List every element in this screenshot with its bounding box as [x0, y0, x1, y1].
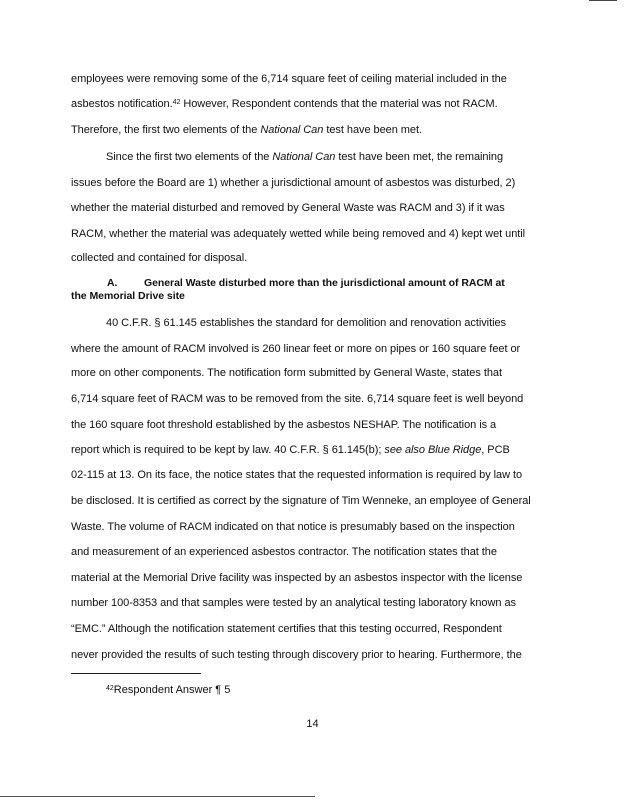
body-line	[71, 366, 502, 380]
line-text: 02-115 at 13. On its face, the notice states that the requested information is required by law to	[71, 469, 523, 481]
heading-text: the Memorial Drive site	[71, 290, 185, 302]
body-line	[106, 150, 503, 164]
body-line	[71, 227, 525, 241]
body-line	[71, 443, 510, 457]
line-text: “EMC.” Although the notification statement certifies that this testing occurred, Respondent	[71, 623, 502, 635]
footnote-number: 42	[106, 685, 114, 692]
line-text: RACM, whether the material was adequately wetted while being removed and 4) kept wet until	[71, 228, 526, 240]
line-text: number 100-8353 and that samples were tested by an analytical testing laboratory known as	[71, 597, 516, 609]
body-line	[71, 468, 522, 482]
body-line	[106, 316, 506, 330]
line-text: material at the Memorial Drive facility was inspected by an asbestos inspector with the license	[71, 572, 523, 584]
citation-signal: see also Blue Ridge	[384, 444, 482, 456]
line-text: collected and contained for disposal.	[71, 252, 248, 264]
footnote-reference: 42	[172, 99, 181, 106]
body-line	[71, 72, 507, 86]
line-text: 6,714 square feet of RACM was to be removed from the site. 6,714 square feet is well beyond	[71, 393, 524, 405]
scan-bottom-edge	[0, 796, 315, 797]
footnote	[106, 683, 230, 697]
line-text: , PCB	[481, 444, 510, 456]
line-text: never provided the results of such testing through discovery prior to hearing. Furthermore, the	[71, 649, 522, 661]
footnote-text: Respondent Answer ¶ 5	[113, 684, 231, 696]
line-text: the 160 square foot threshold established by the asbestos NESHAP. The notification is a	[71, 419, 497, 431]
body-line	[71, 596, 516, 610]
line-text: test have been met, the remaining	[335, 151, 504, 163]
line-text: However, Respondent contends that the material was not RACM.	[180, 98, 498, 110]
body-line	[71, 545, 497, 559]
body-line	[71, 622, 502, 636]
line-text: whether the material disturbed and removed by General Waste was RACM and 3) if it was	[71, 202, 505, 214]
body-line	[71, 123, 422, 137]
line-text: be disclosed. It is certified as correct by the signature of Tim Wenneke, an employee of General	[71, 495, 531, 507]
body-line	[71, 176, 515, 190]
scan-corner-mark	[589, 0, 617, 1]
page-number: 14	[306, 718, 319, 730]
line-text: issues before the Board are 1) whether a jurisdictional amount of asbestos was disturbed, 2)	[71, 177, 516, 189]
line-text: employees were removing some of the 6,714 square feet of ceiling material included in the	[71, 73, 507, 85]
line-text: more on other components. The notification form submitted by General Waste, states that	[71, 367, 502, 379]
body-line	[71, 201, 505, 215]
line-text: and measurement of an experienced asbestos contractor. The notification states that the	[71, 546, 497, 558]
line-text: Since the first two elements of the	[106, 151, 273, 163]
case-name: National Can	[272, 151, 336, 163]
footnote-separator	[71, 673, 201, 674]
line-text: test have been met.	[323, 124, 422, 136]
line-text: report which is required to be kept by law. 40 C.F.R. § 61.145(b);	[71, 444, 385, 456]
case-name: National Can	[260, 124, 324, 136]
body-line	[71, 342, 520, 356]
line-text: where the amount of RACM involved is 260 linear feet or more on pipes or 160 square feet or	[71, 343, 521, 355]
line-text: asbestos notification.	[71, 98, 173, 110]
body-line	[71, 571, 522, 585]
body-line	[71, 97, 498, 111]
line-text: Waste. The volume of RACM indicated on that notice is presumably based on the inspection	[71, 521, 515, 533]
body-line	[71, 520, 515, 534]
body-line	[71, 392, 523, 406]
line-text: 40 C.F.R. § 61.145 establishes the standard for demolition and renovation activities	[106, 317, 506, 329]
section-heading	[71, 276, 505, 290]
body-line	[71, 418, 496, 432]
body-line	[71, 251, 247, 265]
section-number: A.	[107, 277, 118, 289]
heading-text: General Waste disturbed more than the jurisdictional amount of RACM at	[144, 277, 505, 289]
line-text: Therefore, the first two elements of the	[71, 124, 261, 136]
body-line	[71, 494, 531, 508]
body-line	[71, 648, 522, 662]
section-heading-cont	[71, 289, 185, 303]
